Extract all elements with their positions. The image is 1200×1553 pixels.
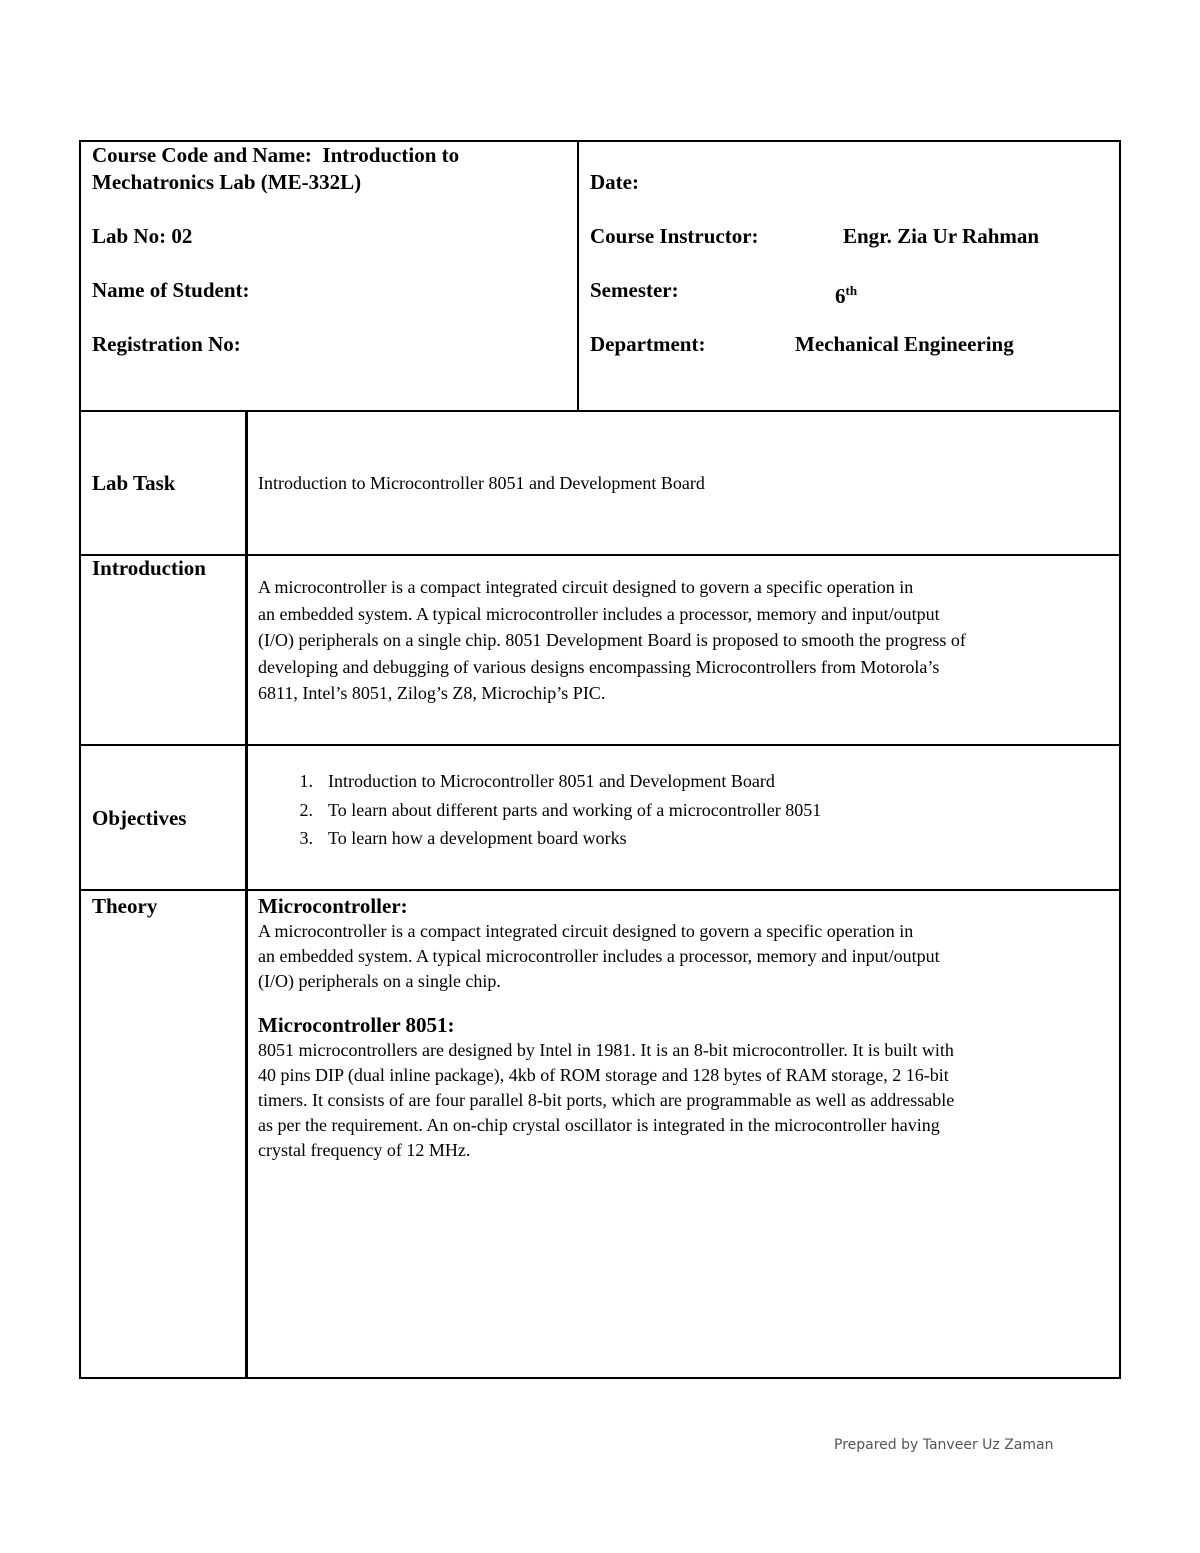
- text-line: as per the requirement. An on-chip crystal oscillator is integrated in the microcontroller having: [258, 1115, 940, 1135]
- introduction-text: [258, 574, 1113, 707]
- text-line: A microcontroller is a compact integrated circuit designed to govern a specific operation in: [258, 577, 914, 597]
- objectives-label: Objectives: [92, 806, 187, 830]
- objectives-list: [278, 767, 821, 853]
- section-heading: Microcontroller:: [258, 894, 408, 918]
- list-number: 2.: [299, 799, 313, 820]
- row-divider: [79, 889, 1121, 891]
- instructor-label: Course Instructor:: [590, 224, 759, 248]
- text-line: crystal frequency of 12 MHz.: [258, 1140, 471, 1160]
- lab-task-label: Lab Task: [92, 471, 176, 495]
- text-line: (I/O) peripherals on a single chip.: [258, 971, 501, 991]
- lab-number: Lab No: 02: [92, 224, 193, 248]
- list-text: Introduction to Microcontroller 8051 and Development Board: [328, 771, 775, 791]
- text-line: an embedded system. A typical microcontroller includes a processor, memory and input/output: [258, 946, 940, 966]
- list-number: 1.: [299, 771, 313, 791]
- department-label: Department:: [590, 332, 706, 356]
- header-divider: [577, 140, 579, 412]
- course-name-line2: Mechatronics Lab (ME-332L): [92, 170, 362, 194]
- text-line: 8051 microcontrollers are designed by Intel in 1981. It is an 8-bit microcontroller. It is built with: [258, 1040, 954, 1060]
- lab-task-text: Introduction to Microcontroller 8051 and Development Board: [258, 473, 705, 493]
- theory-content: [258, 893, 1113, 1163]
- list-item: [278, 824, 821, 853]
- text-line: developing and debugging of various designs encompassing Microcontrollers from Motorola’s: [258, 656, 940, 677]
- registration-label: Registration No:: [92, 332, 241, 356]
- instructor-name: Engr. Zia Ur Rahman: [843, 224, 1040, 248]
- list-text: To learn about different parts and working of a microcontroller 8051: [328, 799, 822, 820]
- list-item: [278, 796, 821, 825]
- student-name-label: Name of Student:: [92, 278, 250, 302]
- section-body: [258, 1038, 1113, 1163]
- text-line: 6811, Intel’s 8051, Zilog’s Z8, Microchip’s PIC.: [258, 683, 606, 703]
- semester-value: 6th: [835, 283, 858, 308]
- text-line: an embedded system. A typical microcontroller includes a processor, memory and input/output: [258, 603, 940, 624]
- row-divider: [79, 744, 1121, 746]
- theory-label: Theory: [92, 894, 158, 918]
- text-line: A microcontroller is a compact integrated circuit designed to govern a specific operation in: [258, 921, 914, 941]
- semester-label: Semester:: [590, 278, 679, 302]
- text-line: (I/O) peripherals on a single chip. 8051 Development Board is proposed to smooth the progress of: [258, 630, 966, 650]
- section-body: [258, 919, 1113, 994]
- course-name: Introduction to: [322, 143, 460, 167]
- prepared-by-footer: Prepared by Tanveer Uz Zaman: [834, 1437, 1054, 1453]
- text-line: timers. It consists of are four parallel 8-bit ports, which are programmable as well as addressable: [258, 1090, 955, 1110]
- text-line: 40 pins DIP (dual inline package), 4kb of ROM storage and 128 bytes of RAM storage, 2 16-bit: [258, 1065, 949, 1085]
- section-heading: Microcontroller 8051:: [258, 1013, 455, 1037]
- department-value: Mechanical Engineering: [795, 332, 1014, 356]
- semester-suffix: th: [845, 283, 858, 298]
- row-divider: [79, 554, 1121, 556]
- list-text: To learn how a development board works: [328, 828, 627, 848]
- list-number: 3.: [299, 828, 313, 848]
- course-code-label: Course Code and Name: Introduction to: [92, 143, 460, 167]
- list-item: [278, 767, 821, 796]
- introduction-label: Introduction: [92, 556, 206, 580]
- date-label: Date:: [590, 170, 639, 194]
